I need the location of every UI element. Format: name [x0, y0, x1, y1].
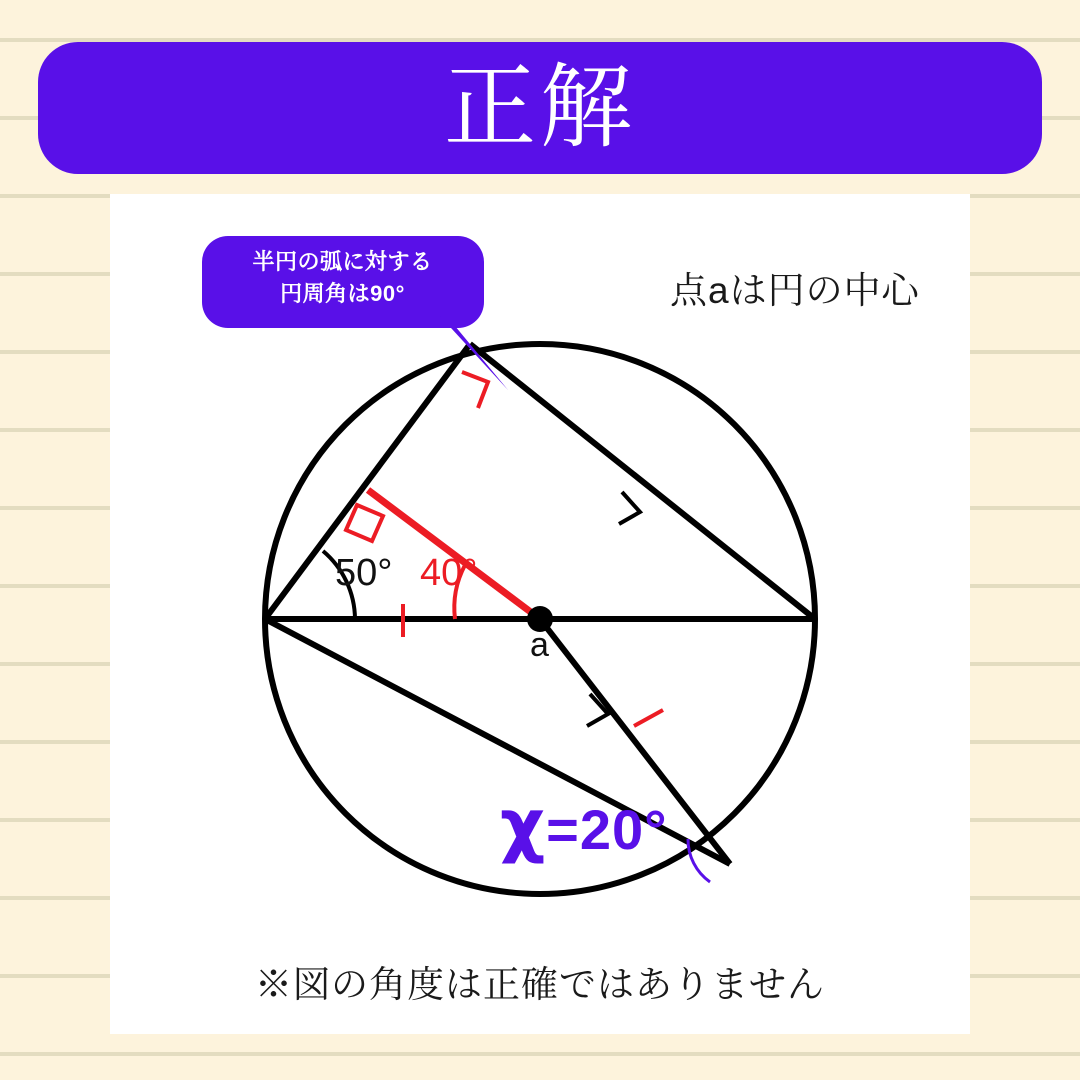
answer-value: =20° [546, 798, 668, 861]
title-banner [38, 42, 1042, 174]
chord-top-right [470, 344, 815, 619]
footnote-text: ※図の角度は正確ではありません [255, 964, 825, 1005]
center-point-label: a [530, 626, 549, 664]
right-angle-marker-top [462, 372, 488, 408]
figure-card [110, 194, 970, 1034]
callout-text [210, 246, 475, 310]
mark-chord-top-right [619, 492, 640, 524]
callout-line-1: 半円の弧に対する [252, 249, 433, 274]
right-angle-marker-foot [346, 505, 383, 541]
callout-line-2: 円周角は90° [280, 280, 405, 306]
answer-label [500, 784, 668, 866]
angle-label-40: 40° [420, 552, 478, 594]
center-note-text: 点aは円の中心 [670, 270, 920, 311]
answer-variable: χ [500, 784, 547, 866]
page-title: 正解 [443, 57, 636, 159]
tick-radius-bottomright [634, 710, 663, 726]
angle-label-50: 50° [335, 552, 393, 594]
geometry-figure [110, 194, 970, 1034]
